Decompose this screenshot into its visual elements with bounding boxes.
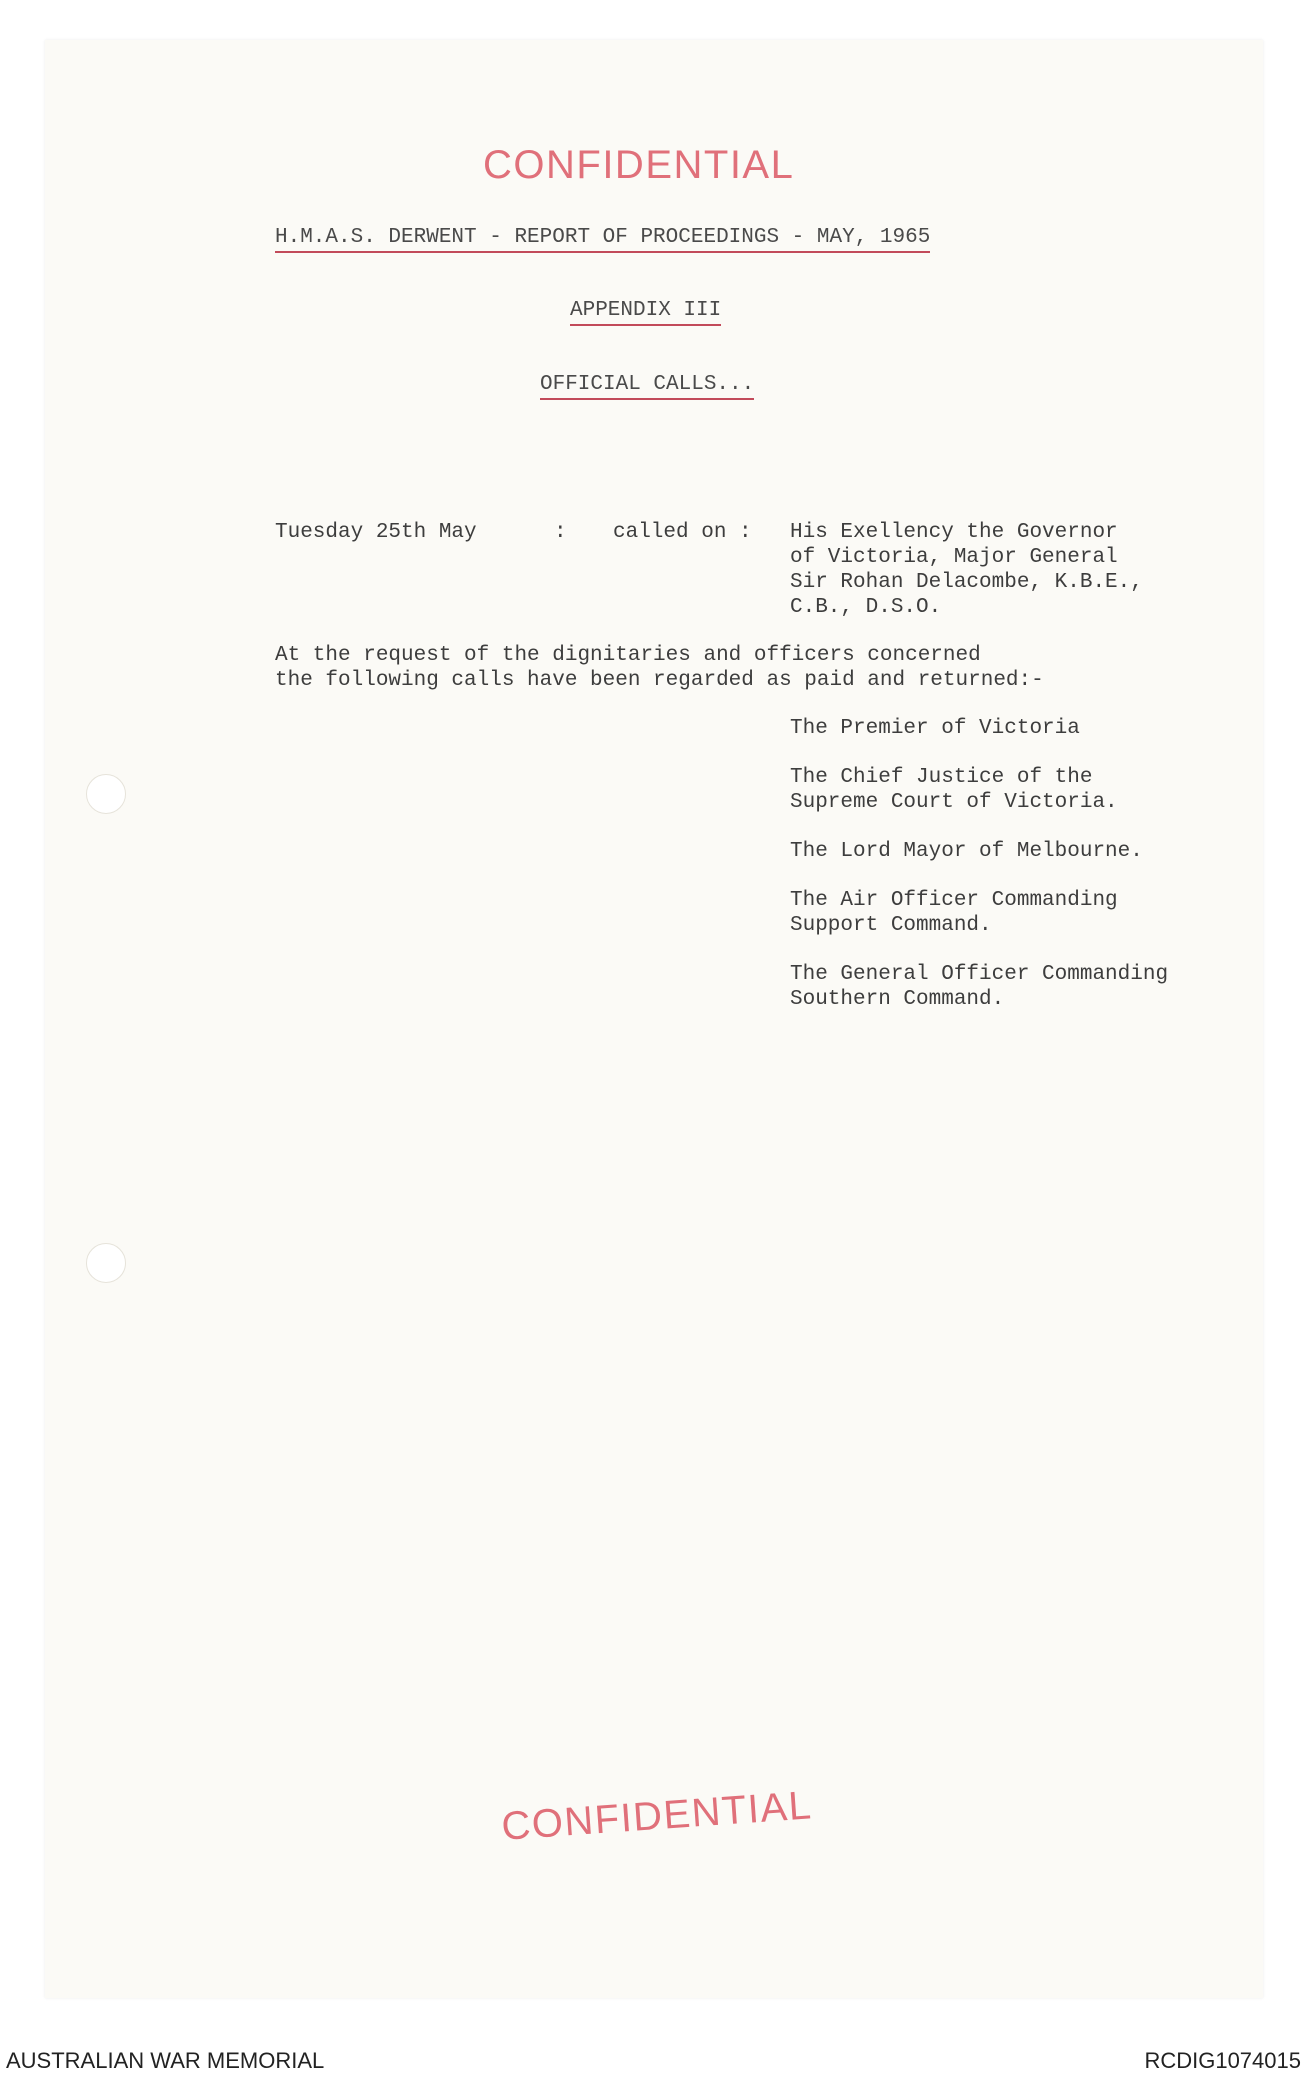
call-colon: : (554, 521, 567, 544)
official-general-officer: The General Officer Commanding (790, 963, 1169, 986)
footer-source: AUSTRALIAN WAR MEMORIAL (6, 2048, 325, 2073)
section-heading: OFFICIAL CALLS... (540, 373, 754, 400)
call-person-line: Sir Rohan Delacombe, K.B.E., (790, 571, 1143, 594)
confidential-stamp-bottom: CONFIDENTIAL (500, 1783, 814, 1849)
appendix-heading: APPENDIX III (570, 299, 721, 326)
official-general-officer: Southern Command. (790, 988, 1005, 1011)
call-date: Tuesday 25th May (275, 521, 477, 544)
official-premier: The Premier of Victoria (790, 717, 1080, 740)
official-air-officer: The Air Officer Commanding (790, 889, 1118, 912)
punch-hole-top (86, 774, 126, 814)
call-person-line: of Victoria, Major General (790, 546, 1118, 569)
document-page (45, 40, 1263, 1998)
punch-hole-bottom (86, 1243, 126, 1283)
official-chief-justice: Supreme Court of Victoria. (790, 791, 1118, 814)
call-action: called on : (613, 521, 752, 544)
official-lord-mayor: The Lord Mayor of Melbourne. (790, 840, 1143, 863)
call-person-line: C.B., D.S.O. (790, 596, 942, 619)
confidential-stamp-top: CONFIDENTIAL (483, 143, 795, 187)
intro-line: At the request of the dignitaries and officers concerned (275, 644, 981, 667)
document-title: H.M.A.S. DERWENT - REPORT OF PROCEEDINGS - MAY, 1965 (275, 226, 930, 253)
footer-record-id: RCDIG1074015 (1144, 2048, 1301, 2073)
official-chief-justice: The Chief Justice of the (790, 766, 1093, 789)
call-person-line: His Exellency the Governor (790, 521, 1118, 544)
intro-line: the following calls have been regarded as paid and returned:- (275, 669, 1044, 692)
official-air-officer: Support Command. (790, 914, 992, 937)
